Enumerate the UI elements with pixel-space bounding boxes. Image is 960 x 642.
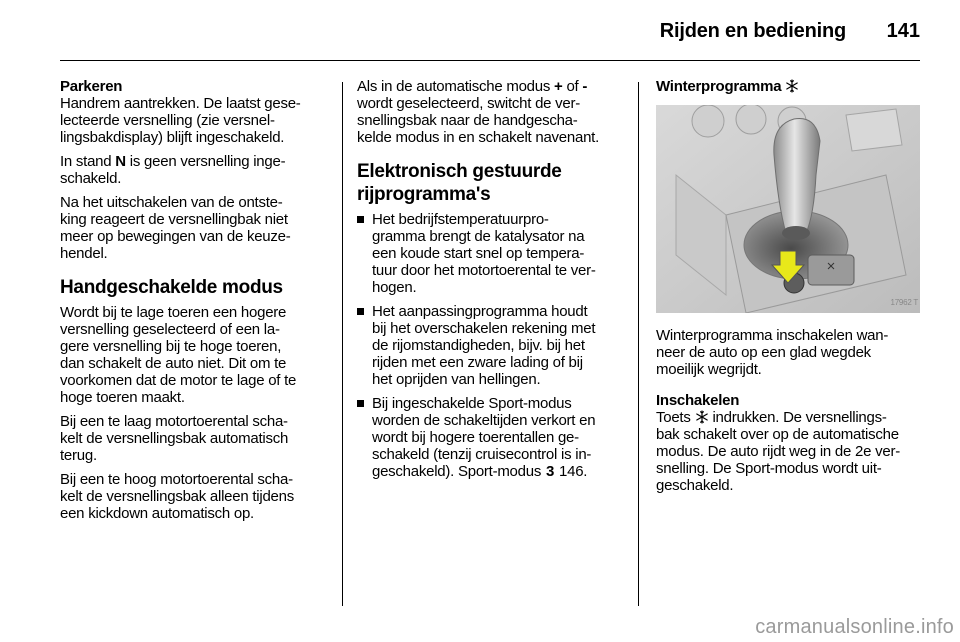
column-right [656, 78, 922, 501]
parkeren-heading: Parkeren [60, 78, 123, 95]
header-rule [60, 60, 920, 61]
parkeren-paragraph-1: Handrem aantrekken. De laatst gese- lecteerde versnelling (zie versnel- lingsbakdisplay) blijft ingeschakeld. [60, 95, 301, 146]
square-bullet [357, 216, 364, 223]
parkeren-paragraph-3: Na het uitschakelen van de ontste- king reageert de versnellingbak niet meer op bewegingen van de keuze- hendel. [60, 194, 291, 262]
text-run: wordt geselecteerd, switcht de ver- snellingsbak naar de handgescha- kelde modus in en schakelt navenant. [357, 95, 599, 146]
winter-paragraph: Winterprogramma inschakelen wan- neer de auto op een glad wegdek moeilijk wegrijdt. [656, 327, 889, 378]
programs-heading: Elektronisch gestuurde rijprogramma's [357, 161, 562, 205]
cross-reference-icon: 3 [546, 463, 555, 480]
handmodus-paragraph-1: Wordt bij te lage toeren een hogere versnelling geselecteerd of een la- gere versnelling bij te hoge toeren, dan schakelt de auto niet. Dit om te voorkomen dat de motor te lage of te hoge toeren maakt. [60, 304, 297, 406]
winter-heading-text: Winterprogramma [656, 78, 782, 95]
page-number: 141 [886, 20, 920, 42]
manual-mode-intro [357, 78, 625, 146]
text-run: of [562, 78, 583, 95]
square-bullet [357, 400, 364, 407]
gear-n-label: N [115, 153, 126, 170]
gear-selector-photo [656, 105, 920, 313]
text-run: In stand [60, 153, 116, 170]
square-bullet [357, 308, 364, 315]
column-left [60, 78, 332, 529]
handmodus-paragraph-2: Bij een te laag motortoerental scha- kelt de versnellingsbak automatisch terug. [60, 413, 289, 464]
text-run: indrukken. De versnellings- bak schakelt over op de automatische modus. De auto rijdt weg in de 2e ver- snelling. De Sport-modus wordt uit- geschakeld. [656, 409, 900, 494]
plus-symbol: + [554, 78, 563, 95]
text-run: Als in de automatische modus [357, 78, 555, 95]
winter-heading [656, 78, 922, 95]
column-divider-2 [638, 82, 639, 606]
handmodus-heading: Handgeschakelde modus [60, 277, 283, 298]
snowflake-icon [785, 79, 799, 93]
column-divider-1 [342, 82, 343, 606]
list-item [357, 303, 625, 388]
program-list [357, 211, 625, 480]
text-run: is geen versnelling inge- schakeld. [60, 153, 286, 187]
inschakelen-heading: Inschakelen [656, 392, 740, 409]
list-item [357, 395, 625, 480]
minus-symbol: - [582, 78, 588, 95]
list-item-text: Bij ingeschakelde Sport-modus worden de schakeltijden verkort en wordt bij hogere toerentallen ge- schakeld (tenzij cruisecontrol is in- geschakeld). Sport-modus [372, 395, 596, 480]
list-item [357, 211, 625, 296]
inschakelen-paragraph [656, 409, 922, 494]
snowflake-icon [695, 410, 709, 424]
text-run: Toets [656, 409, 695, 426]
list-item-text: Het bedrijfstemperatuurpro- gramma brengt de katalysator na een koude start snel op tempera- tuur door het motortoerental te ver- hogen. [372, 211, 596, 296]
watermark[interactable]: carmanualsonline.info [755, 616, 954, 638]
section-title: Rijden en bediening [659, 20, 846, 42]
page-reference[interactable]: 146. [555, 463, 588, 480]
handmodus-paragraph-3: Bij een te hoog motortoerental scha- kelt de versnellingsbak alleen tijdens een kickdown automatisch op. [60, 471, 294, 522]
parkeren-paragraph-2 [60, 153, 332, 187]
column-middle [357, 78, 625, 487]
image-code: 17962 T [890, 298, 918, 307]
gear-selector-illustration [656, 105, 920, 313]
list-item-text: Het aanpassingprogramma houdt bij het overschakelen rekening met de rijomstandigheden, bijv. bij het rijden met een zware lading of bij het oprijden van hellingen. [372, 303, 596, 388]
